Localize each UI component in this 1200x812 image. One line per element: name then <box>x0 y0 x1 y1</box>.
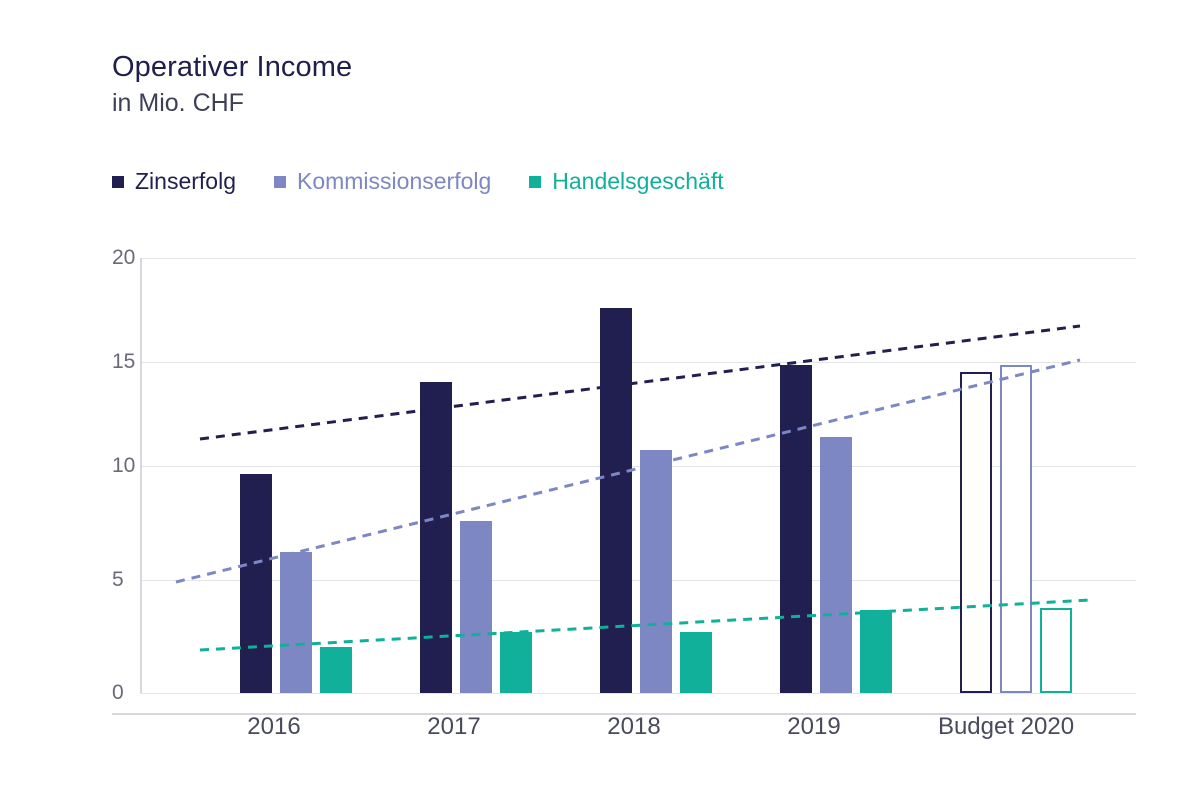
trendline-zinserfolg <box>200 326 1080 439</box>
page-title: Operativer Income <box>112 51 353 83</box>
y-tick-label: 5 <box>112 568 124 591</box>
x-tick-label-2016: 2016 <box>247 713 301 740</box>
legend-swatch-icon <box>112 176 124 188</box>
legend-label: Zinserfolg <box>135 168 236 194</box>
trendline-handelsgeschaeft <box>200 600 1090 650</box>
x-tick-label-budget-2020: Budget 2020 <box>937 713 1075 740</box>
x-tick-label-2018: 2018 <box>607 713 661 740</box>
y-tick-label: 20 <box>112 246 136 269</box>
plot-area <box>112 246 1136 704</box>
legend-item-kommissionserfolg <box>274 168 491 195</box>
legend-label: Handelsgeschäft <box>552 168 724 194</box>
legend-swatch-icon <box>529 176 541 188</box>
legend-item-handelsgeschaeft <box>529 168 723 195</box>
trendlines-layer <box>140 258 1136 693</box>
chart-legend <box>112 168 724 195</box>
legend-item-zinserfolg <box>112 168 236 195</box>
y-tick-label: 15 <box>112 350 136 373</box>
x-tick-label-2017: 2017 <box>427 713 481 740</box>
gridline <box>140 693 1136 694</box>
legend-label: Kommissionserfolg <box>296 168 492 194</box>
title-block <box>112 50 352 118</box>
x-axis-labels <box>140 713 1136 753</box>
chart-subtitle: in Mio. CHF <box>112 88 244 117</box>
x-tick-label-2019: 2019 <box>787 713 841 740</box>
trendline-kommissionserfolg <box>176 360 1080 582</box>
y-tick-label: 10 <box>112 454 136 477</box>
y-tick-label: 0 <box>112 681 124 704</box>
legend-swatch-icon <box>274 176 286 188</box>
